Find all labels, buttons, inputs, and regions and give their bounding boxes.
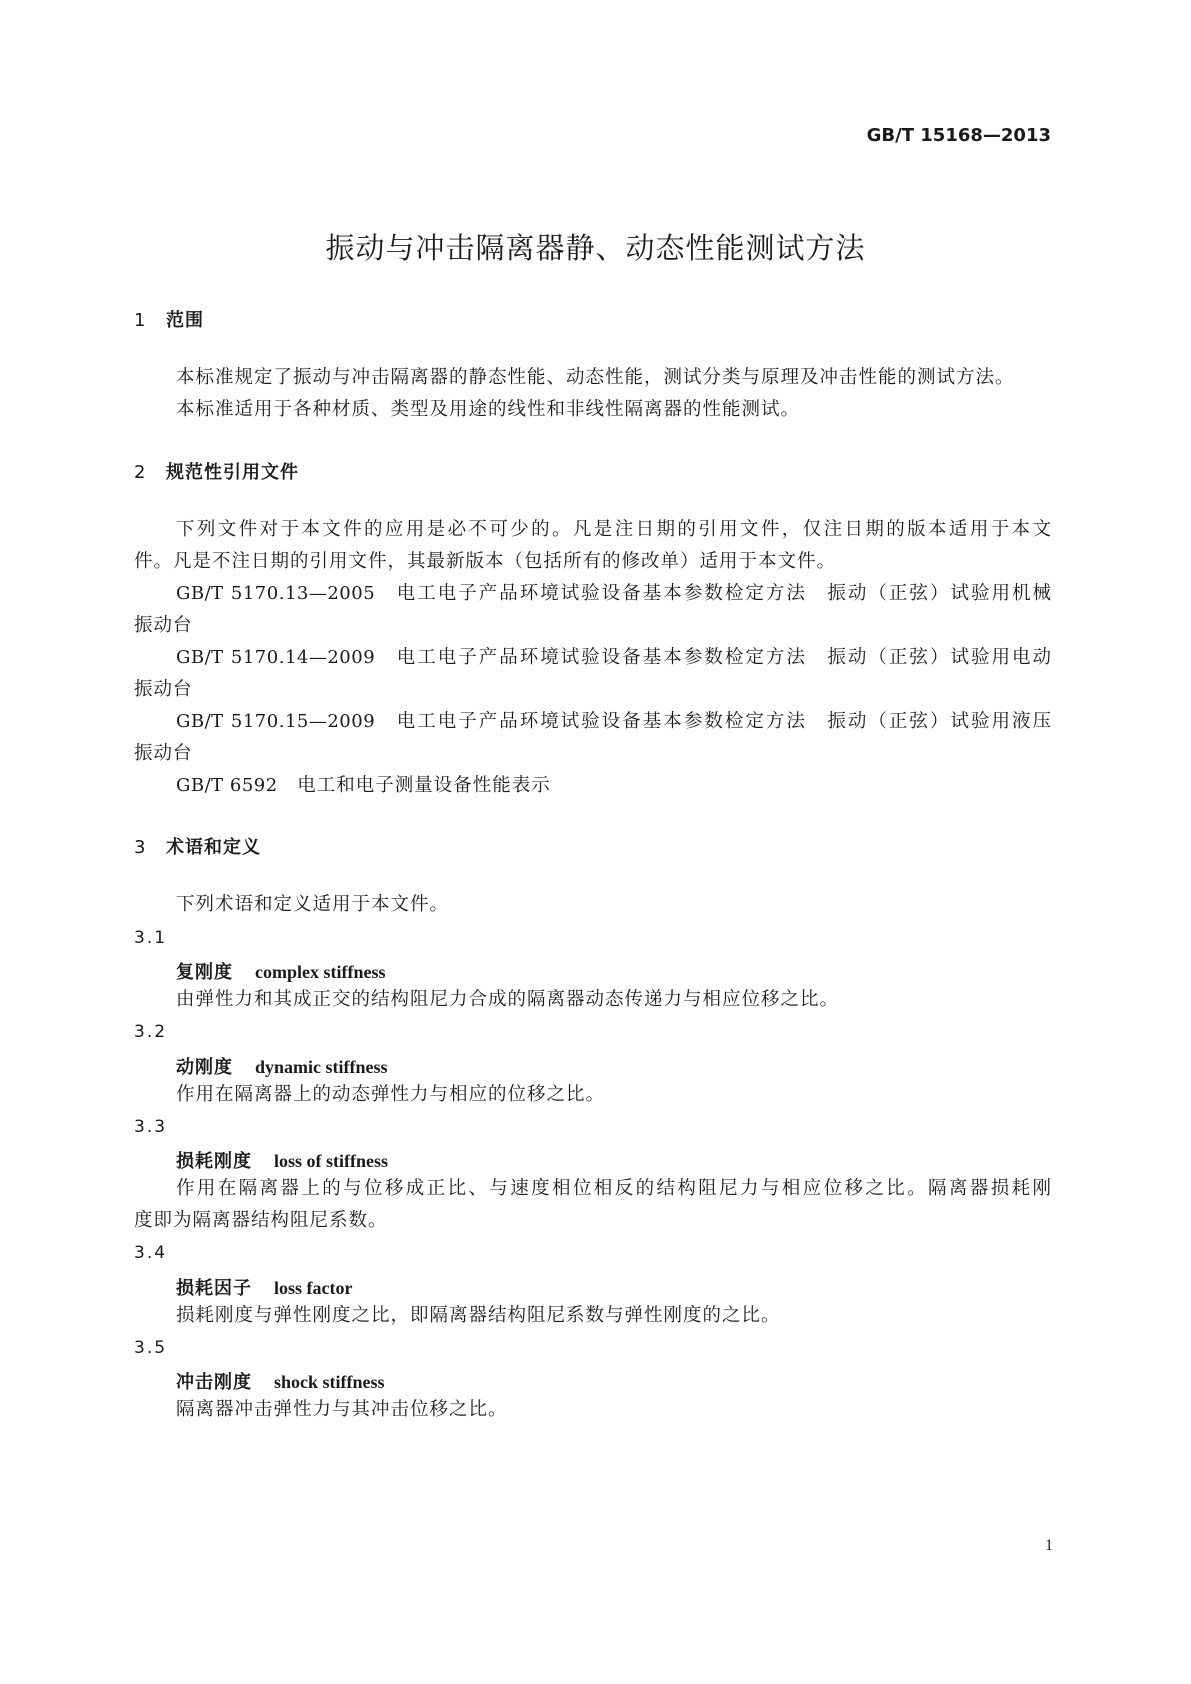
- term-definition: 作用在隔离器上的与位移成正比、与速度相位相反的结构阻尼力与相应位移之比。隔离器损耗刚: [176, 1178, 1052, 1199]
- reference-continuation: 振动台: [134, 743, 193, 764]
- term-chinese: 动刚度: [176, 1057, 233, 1078]
- reference-title: 电工电子产品环境试验设备基本参数检定方法 振动（正弦）试验用机械: [396, 583, 1052, 604]
- section-3-heading: [134, 833, 261, 859]
- term-chinese: 复刚度: [176, 962, 233, 983]
- reference-entry: [176, 769, 551, 803]
- clause-number: 3.2: [134, 1022, 168, 1042]
- term-definition: 作用在隔离器上的动态弹性力与相应的位移之比。: [176, 1084, 606, 1105]
- reference-title: 电工和电子测量设备性能表示: [297, 775, 551, 796]
- term-chinese: 冲击刚度: [176, 1372, 252, 1393]
- term-english: loss factor: [274, 1278, 353, 1298]
- paragraph-line: 下列文件对于本文件的应用是必不可少的。凡是注日期的引用文件，仅注日期的版本适用于本文: [176, 519, 1052, 540]
- clause-number: 3.5: [134, 1338, 168, 1358]
- reference-continuation: 振动台: [134, 679, 193, 700]
- reference-title: 电工电子产品环境试验设备基本参数检定方法 振动（正弦）试验用液压: [396, 711, 1052, 732]
- term-english: loss of stiffness: [274, 1151, 389, 1171]
- section-title: 规范性引用文件: [166, 462, 299, 483]
- term-english: dynamic stiffness: [255, 1057, 388, 1077]
- clause-number: 3.3: [134, 1117, 168, 1137]
- reference-code: GB/T 5170.15—2009: [176, 711, 376, 732]
- term-heading: [176, 1368, 385, 1394]
- section-title: 范围: [166, 310, 204, 331]
- reference-code: GB/T 6592: [176, 775, 278, 796]
- section-number: 2: [134, 462, 147, 483]
- section-number: 1: [134, 310, 147, 331]
- section-title: 术语和定义: [166, 837, 261, 858]
- paragraph: 本标准适用于各种材质、类型及用途的线性和非线性隔离器的性能测试。: [176, 399, 801, 420]
- term-definition: 隔离器冲击弹性力与其冲击位移之比。: [176, 1399, 508, 1420]
- term-english: complex stiffness: [255, 962, 386, 982]
- clause-number: 3.4: [134, 1243, 168, 1263]
- reference-code: GB/T 5170.14—2009: [176, 647, 376, 668]
- section-number: 3: [134, 837, 147, 858]
- term-chinese: 损耗刚度: [176, 1151, 252, 1172]
- paragraph-line: 件。凡是不注日期的引用文件，其最新版本（包括所有的修改单）适用于本文件。: [134, 551, 837, 572]
- term-definition: 损耗刚度与弹性刚度之比，即隔离器结构阻尼系数与弹性刚度的之比。: [176, 1305, 781, 1326]
- clause-number: 3.1: [134, 928, 168, 948]
- page-number: 1: [1045, 1537, 1053, 1554]
- reference-entry: [176, 705, 1052, 739]
- paragraph: 下列术语和定义适用于本文件。: [176, 894, 450, 915]
- reference-code: GB/T 5170.13—2005: [176, 583, 376, 604]
- term-english: shock stiffness: [274, 1372, 385, 1392]
- term-heading: [176, 1147, 388, 1173]
- reference-entry: [176, 577, 1052, 611]
- section-1-heading: [134, 306, 204, 332]
- reference-continuation: 振动台: [134, 615, 193, 636]
- term-heading: [176, 1053, 388, 1079]
- section-2-heading: [134, 458, 299, 484]
- term-heading: [176, 958, 385, 984]
- paragraph: 本标准规定了振动与冲击隔离器的静态性能、动态性能，测试分类与原理及冲击性能的测试方法。: [176, 367, 1015, 388]
- document-title: 振动与冲击隔离器静、动态性能测试方法: [325, 231, 866, 265]
- term-definition: 由弹性力和其成正交的结构阻尼力合成的隔离器动态传递力与相应位移之比。: [176, 989, 840, 1010]
- term-chinese: 损耗因子: [176, 1278, 252, 1299]
- reference-title: 电工电子产品环境试验设备基本参数检定方法 振动（正弦）试验用电动: [396, 647, 1052, 668]
- reference-entry: [176, 641, 1052, 675]
- term-heading: [176, 1274, 352, 1300]
- standard-number: GB/T 15168—2013: [866, 125, 1051, 146]
- term-definition-continuation: 度即为隔离器结构阻尼系数。: [134, 1210, 388, 1231]
